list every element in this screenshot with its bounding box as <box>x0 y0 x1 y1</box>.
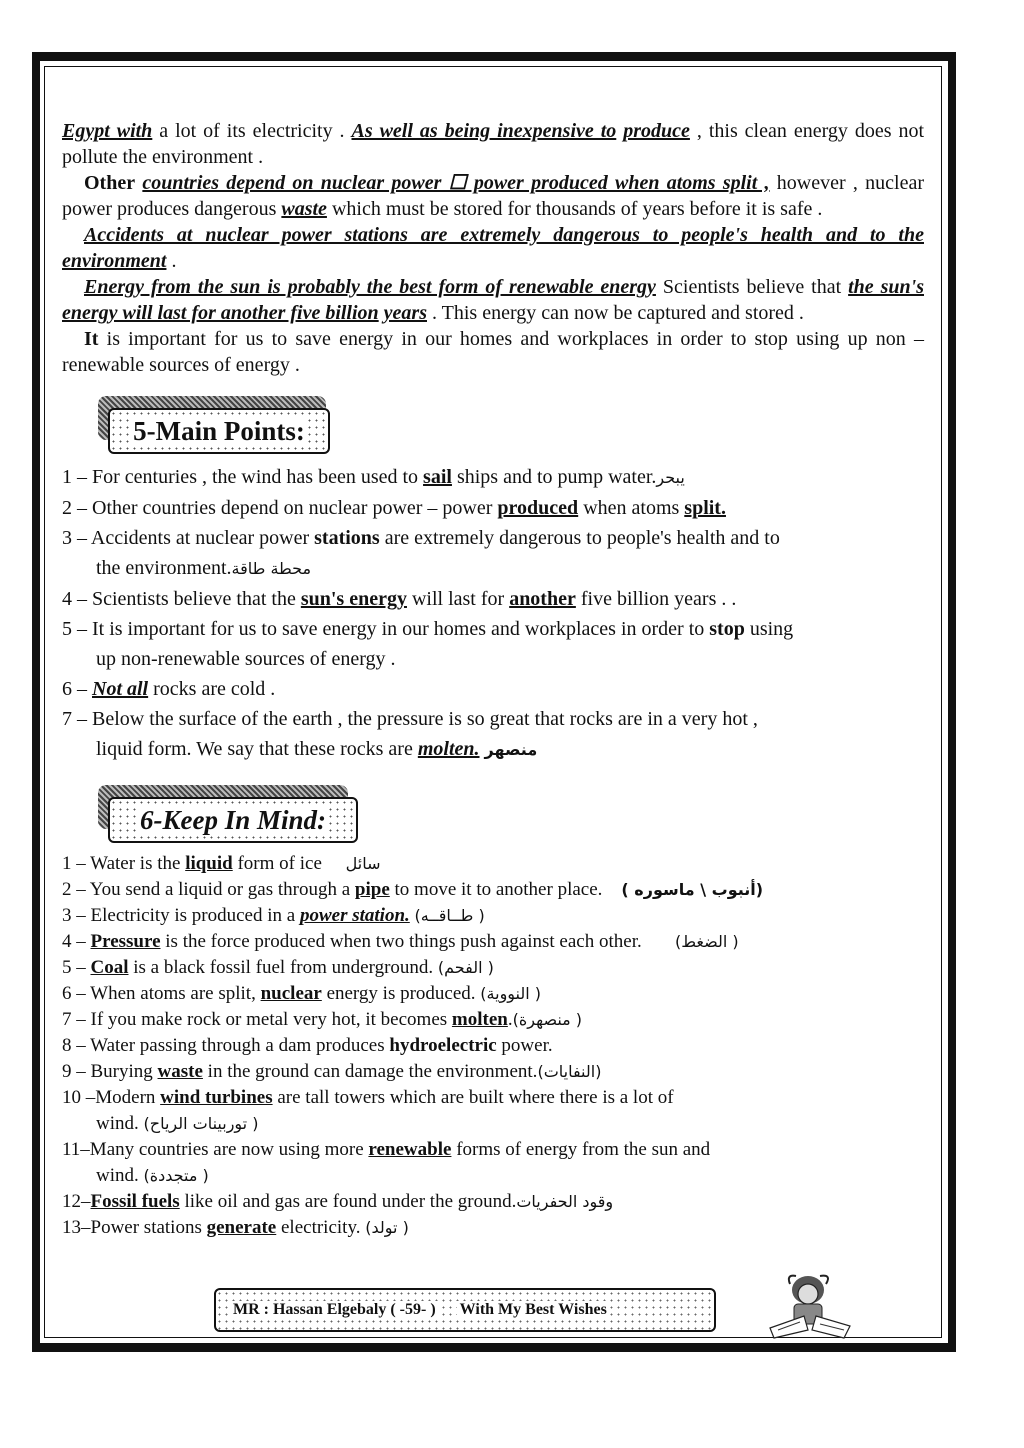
list-item: 6 – When atoms are split, nuclear energy is produced. (النووية ) <box>62 983 542 1004</box>
list-item: 5 – It is important for us to save energy in our homes and workplaces in order to stop using up non-renewable sources of energy . <box>62 618 794 670</box>
main-points-heading: 5-Main Points: <box>130 416 308 447</box>
intro-phrase: Energy from the sun is probably the best form of renewable energy <box>84 276 656 298</box>
intro-phrase: the sun's energy will last for another five billion <box>62 276 924 324</box>
intro-phrase: Accidents at nuclear power stations are extremely dangerous to people's health and to the environment <box>62 224 924 272</box>
intro-text: however , nuclear power produces dangerous <box>62 172 925 220</box>
main-points-heading-box <box>98 396 924 456</box>
keep-in-mind-heading-box <box>98 785 924 845</box>
footer-banner <box>214 1288 716 1332</box>
intro-phrase: waste <box>281 198 327 220</box>
list-item: 13–Power stations generate electricity. (تولد ) <box>62 1217 409 1238</box>
intro-paragraph-5 <box>62 326 924 378</box>
intro-phrase: countries depend on nuclear power ☐ power produced when atoms split , <box>142 172 770 194</box>
list-item: 7 – Below the surface of the earth , the pressure is so great that rocks are in a very hot , liquid form. We say that these rocks are molten. منصهر <box>62 708 758 760</box>
main-points-list <box>62 462 924 765</box>
list-item: 9 – Burying waste in the ground can damage the environment.(النفايات) <box>62 1061 602 1082</box>
intro-lead-word: Other <box>84 172 136 194</box>
intro-phrase: years <box>383 302 427 324</box>
list-item: 8 – Water passing through a dam produces hydroelectric power. <box>62 1035 553 1056</box>
heading-frame <box>108 797 358 843</box>
keep-in-mind-heading: 6-Keep In Mind: <box>137 805 329 836</box>
list-item: 2 – You send a liquid or gas through a pipe to move it to another place. ( أنبوب \ ماسوره) <box>62 879 764 900</box>
intro-text: . <box>166 250 177 272</box>
intro-phrase: Egypt with <box>62 120 153 142</box>
keep-in-mind-list <box>62 851 924 1241</box>
intro-paragraph-4 <box>62 274 924 326</box>
intro-paragraph-3 <box>62 222 924 274</box>
intro-lead-word: It <box>84 328 99 350</box>
list-item: 10 –Modern wind turbines are tall towers which are built where there is a lot of wind. (توربينات الرياح ) <box>62 1087 674 1134</box>
intro-text: , this clean energy does not pollute the environment . <box>62 120 925 168</box>
intro-paragraph-2 <box>62 170 924 222</box>
list-item: 6 – Not all rocks are cold . <box>62 678 276 700</box>
intro-phrase: As well as being inexpensive to <box>351 120 617 142</box>
intro-text: which must be stored for thousands of years before it is safe . <box>326 198 823 220</box>
page-content <box>62 118 924 1241</box>
footer-author: MR : Hassan Elgebaly ( -59- ) <box>230 1301 439 1319</box>
intro-phrase: produce <box>623 120 690 142</box>
list-item: 3 – Electricity is produced in a power station. (طــاقــه ) <box>62 905 485 926</box>
list-item: 4 – Scientists believe that the sun's energy will last for another five billion years . . <box>62 588 737 610</box>
list-item: 5 – Coal is a black fossil fuel from underground. (الفحم ) <box>62 957 494 978</box>
list-item: 1 – Water is the liquid form of ice سائل <box>62 853 381 874</box>
list-item: 3 – Accidents at nuclear power stations are extremely dangerous to people's health and to the environment.محطة طاقة <box>62 527 780 579</box>
list-item: 11–Many countries are now using more renewable forms of energy from the sun and wind. (متجددة ) <box>62 1139 711 1186</box>
list-item: 7 – If you make rock or metal very hot, it becomes molten.(منصهرة ) <box>62 1009 583 1030</box>
heading-frame <box>108 408 330 454</box>
list-item: 12–Fossil fuels like oil and gas are found under the ground.وقود الحفريات <box>62 1191 614 1212</box>
intro-text: is important for us to save energy in our homes and workplaces in order to stop using up non – renewable sources of energy . <box>62 328 924 376</box>
intro-paragraph-1 <box>62 118 924 170</box>
list-item: 1 – For centuries , the wind has been used to sail ships and to pump water.يبحر <box>62 466 685 488</box>
footer-wishes: With My Best Wishes <box>457 1301 610 1319</box>
list-item: 4 – Pressure is the force produced when two things push against each other. (الضغط ) <box>62 931 739 952</box>
list-item: 2 – Other countries depend on nuclear power – power produced when atoms split. <box>62 497 726 519</box>
intro-text: a lot of its electricity . <box>152 120 352 142</box>
intro-text: Scientists believe that <box>655 276 849 298</box>
intro-text: . This energy can now be captured and stored . <box>427 302 804 324</box>
reading-girl-clipart-icon <box>760 1268 858 1340</box>
